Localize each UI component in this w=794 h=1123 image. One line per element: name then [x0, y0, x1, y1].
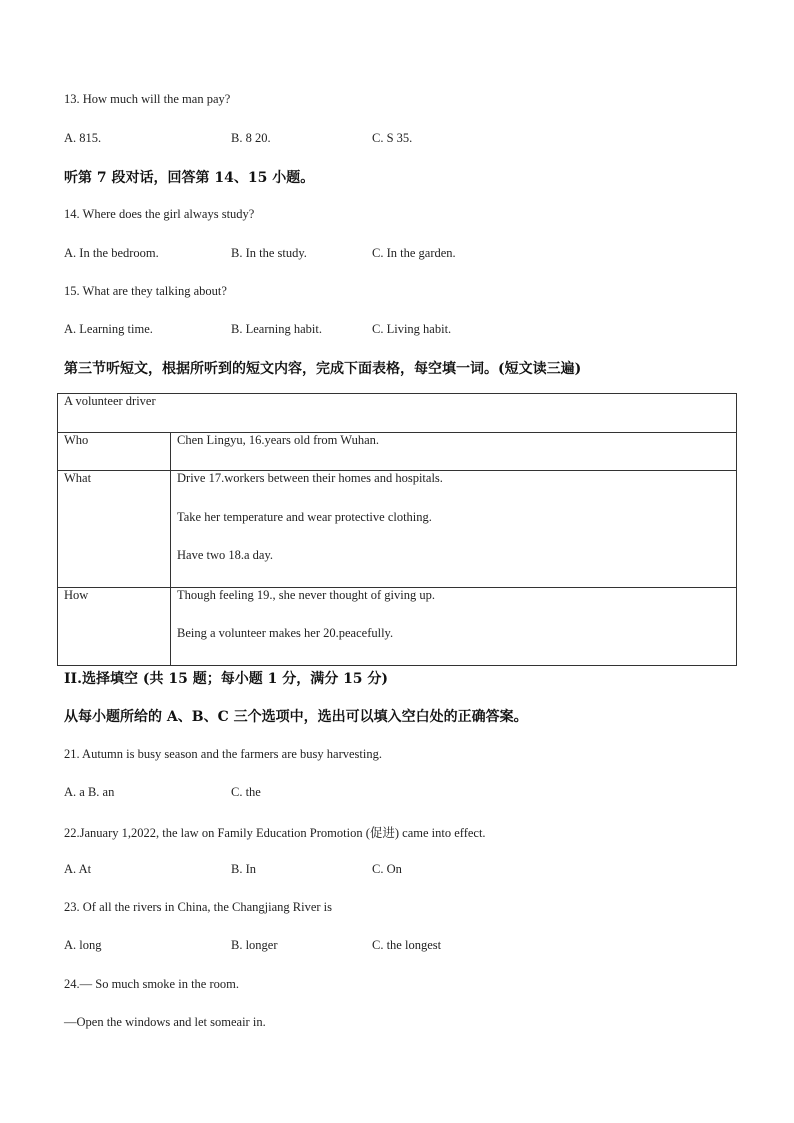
question-24-line-2: —Open the windows and let someair in.: [64, 1015, 266, 1029]
what-line: Take her temperature and wear protective clothing.: [177, 509, 432, 524]
q14-option-a: A. In the bedroom.: [64, 246, 159, 260]
question-21: 21. Autumn is busy season and the farmers are busy harvesting.: [64, 747, 382, 761]
what-line: Drive 17.workers between their homes and hospitals.: [177, 471, 443, 485]
what-cell: [171, 471, 737, 588]
q22-option-a: A. At: [64, 862, 92, 876]
q14-option-b: B. In the study.: [231, 246, 307, 260]
volunteer-driver-table: [57, 393, 737, 666]
q15-option-c: C. Living habit.: [372, 322, 452, 336]
who-text: Chen Lingyu, 16.years old from Wuhan.: [171, 433, 737, 471]
part-2-instruction: 从每小题所给的 A、B、C 三个选项中，选出可以填入空白处的正确答案。: [64, 709, 528, 725]
question-24-line-1: 24.— So much smoke in the room.: [64, 977, 239, 991]
section-7-heading: 听第 7 段对话，回答第 14、15 小题。: [64, 170, 315, 186]
q15-option-b: B. Learning habit.: [231, 322, 322, 336]
q23-option-c: C. the longest: [372, 938, 442, 952]
q23-option-b: B. longer: [231, 938, 278, 952]
q22-option-b: B. In: [231, 862, 256, 876]
q14-option-c: C. In the garden.: [372, 246, 456, 260]
how-line: Being a volunteer makes her 20.peacefully.: [177, 626, 394, 640]
what-label: What: [58, 471, 171, 588]
q21-option-ab: A. a B. an: [64, 785, 115, 799]
q22-option-c: C. On: [372, 862, 402, 876]
q13-option-c: C. S 35.: [372, 131, 413, 145]
section-3-heading: 第三节听短文，根据所听到的短文内容，完成下面表格，每空填一词。(短文读三遍): [64, 361, 582, 377]
q13-option-a: A. 815.: [64, 131, 102, 145]
table-title: A volunteer driver: [58, 394, 737, 433]
question-13: 13. How much will the man pay?: [64, 92, 231, 106]
q15-option-a: A. Learning time.: [64, 322, 153, 336]
question-23: 23. Of all the rivers in China, the Changjiang River is: [64, 900, 333, 914]
how-cell: [171, 587, 737, 665]
what-line: Have two 18.a day.: [177, 548, 274, 562]
q13-option-b: B. 8 20.: [231, 131, 271, 145]
how-line: Though feeling 19., she never thought of giving up.: [177, 587, 435, 602]
question-14: 14. Where does the girl always study?: [64, 207, 255, 221]
part-2-heading: II.选择填空 (共 15 题；每小题 1 分，满分 15 分): [64, 671, 389, 687]
question-15: 15. What are they talking about?: [64, 284, 227, 298]
who-label: Who: [58, 433, 171, 471]
how-label: How: [58, 587, 171, 665]
q21-option-c: C. the: [231, 785, 261, 799]
q23-option-a: A. long: [64, 938, 102, 952]
question-22: 22.January 1,2022, the law on Family Education Promotion (促进) came into effect.: [64, 826, 486, 840]
